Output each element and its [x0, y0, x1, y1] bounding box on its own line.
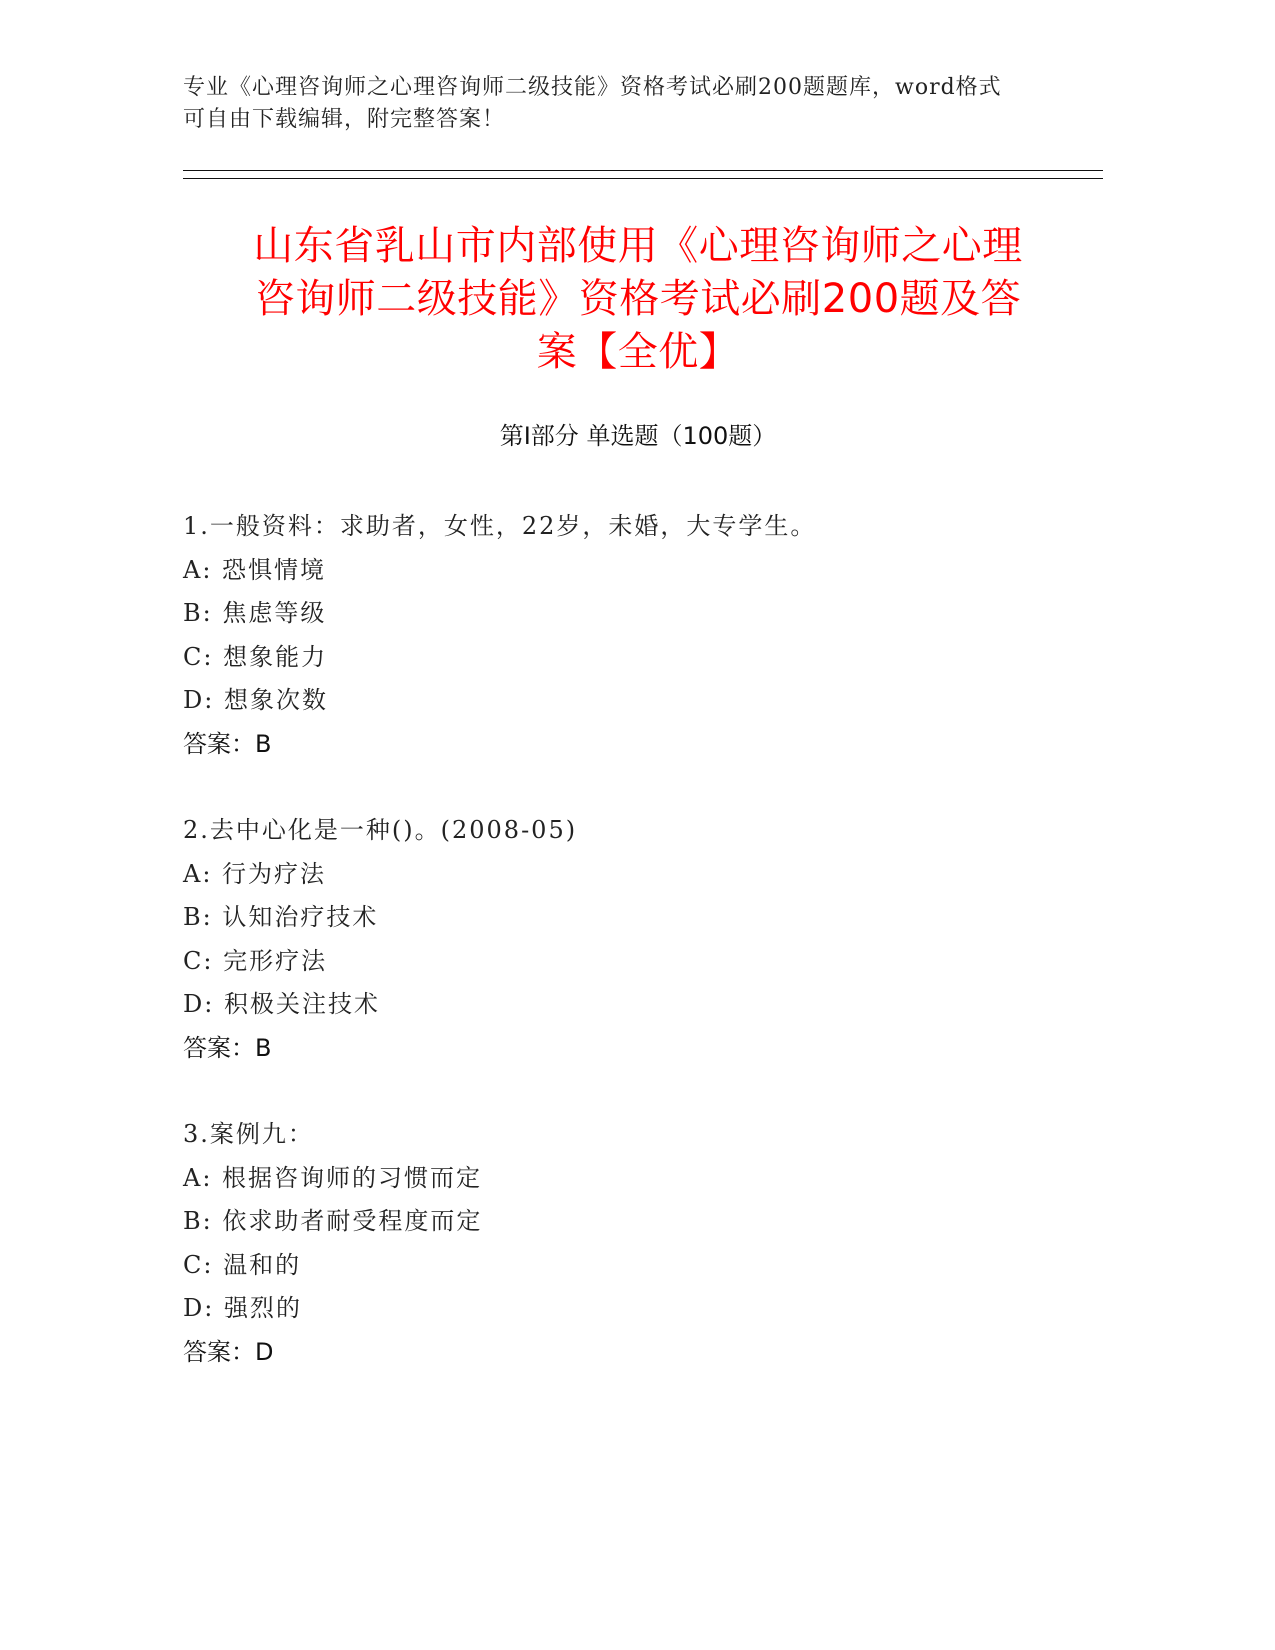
question-option-b: B: 依求助者耐受程度而定 — [183, 1207, 483, 1235]
header-note — [183, 72, 1083, 136]
question-answer: 答案：B — [183, 729, 272, 758]
title-line-3: 案【全优】 — [536, 329, 740, 375]
question-item — [183, 505, 1093, 766]
question-answer: 答案：B — [183, 1033, 272, 1062]
question-item — [183, 1113, 1093, 1374]
header-divider-top — [183, 170, 1103, 171]
question-option-c: C: 完形疗法 — [183, 946, 328, 975]
question-option-b: B: 认知治疗技术 — [183, 903, 379, 931]
header-divider-bottom — [183, 178, 1103, 179]
section-heading: 第Ⅰ部分 单选题（100题） — [499, 422, 777, 450]
title-line-2: 咨询师二级技能》资格考试必刷200题及答 — [254, 276, 1022, 322]
question-stem: 3.案例九： — [183, 1120, 314, 1148]
question-item — [183, 809, 1093, 1070]
question-option-a: A: 行为疗法 — [183, 859, 327, 888]
question-answer: 答案：D — [183, 1337, 274, 1366]
question-stem: 2.去中心化是一种()。(2008-05) — [183, 816, 578, 844]
question-stem: 1.一般资料：求助者，女性，22岁，未婚，大专学生。 — [183, 512, 817, 540]
header-note-line-2: 可自由下载编辑，附完整答案！ — [183, 107, 506, 132]
question-option-c: C: 想象能力 — [183, 642, 328, 671]
question-option-d: D: 想象次数 — [183, 686, 328, 714]
document-title — [183, 220, 1093, 379]
question-option-b: B: 焦虑等级 — [183, 599, 327, 627]
question-option-c: C: 温和的 — [183, 1250, 302, 1279]
question-option-d: D: 积极关注技术 — [183, 990, 380, 1018]
title-line-1: 山东省乳山市内部使用《心理咨询师之心理 — [253, 223, 1023, 269]
header-note-line-1: 专业《心理咨询师之心理咨询师二级技能》资格考试必刷200题题库，word格式 — [183, 75, 1002, 100]
question-option-a: A: 根据咨询师的习惯而定 — [183, 1163, 483, 1192]
question-option-d: D: 强烈的 — [183, 1294, 302, 1322]
question-option-a: A: 恐惧情境 — [183, 555, 327, 584]
question-list — [183, 505, 1093, 1417]
